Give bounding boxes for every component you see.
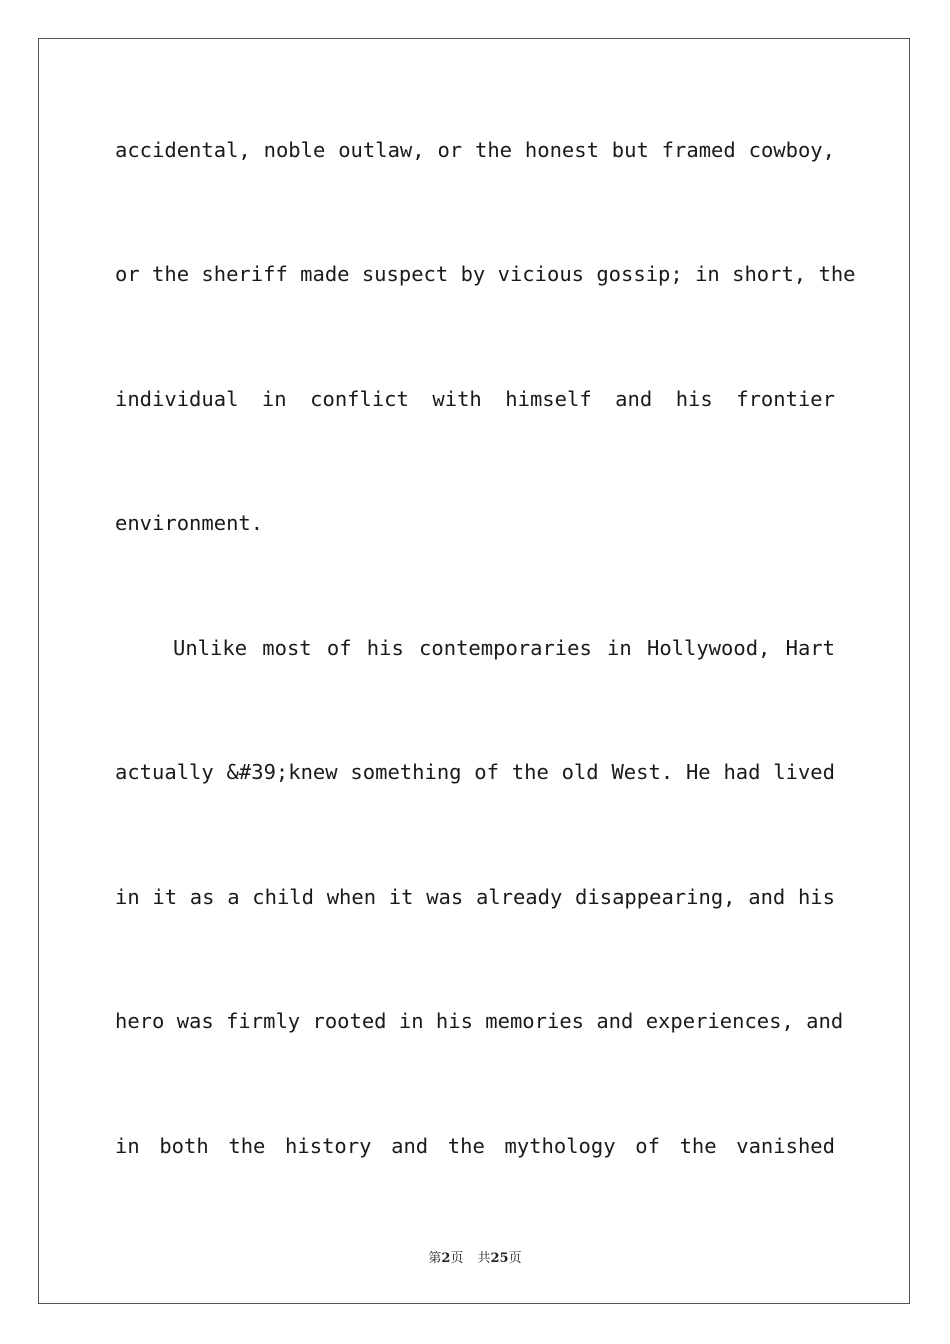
total-pages: 25 [490, 1251, 509, 1266]
paragraph-first-line: Unlike most of his contemporaries in Hollywood, Hart [173, 636, 835, 660]
page-prefix: 第 [428, 1251, 442, 1266]
page-border [38, 38, 910, 1304]
text-line: accidental, noble outlaw, or the honest but framed cowboy, [115, 138, 835, 162]
text-line: actually &#39;knew something of the old West. He had lived [115, 760, 835, 784]
text-line: in both the history and the mythology of the vanished [115, 1134, 835, 1158]
total-prefix: 共 [477, 1251, 491, 1266]
page-suffix: 页 [450, 1251, 464, 1266]
text-line: hero was firmly rooted in his memories and experiences, and [115, 1009, 844, 1033]
text-line: environment. [115, 511, 264, 535]
page-number: 2 [441, 1251, 451, 1266]
text-line: individual in conflict with himself and his frontier [115, 387, 835, 411]
page-footer [0, 1247, 950, 1266]
total-suffix: 页 [508, 1251, 522, 1266]
text-line: or the sheriff made suspect by vicious gossip; in short, the [115, 262, 856, 286]
text-line: in it as a child when it was already disappearing, and his [115, 885, 835, 909]
